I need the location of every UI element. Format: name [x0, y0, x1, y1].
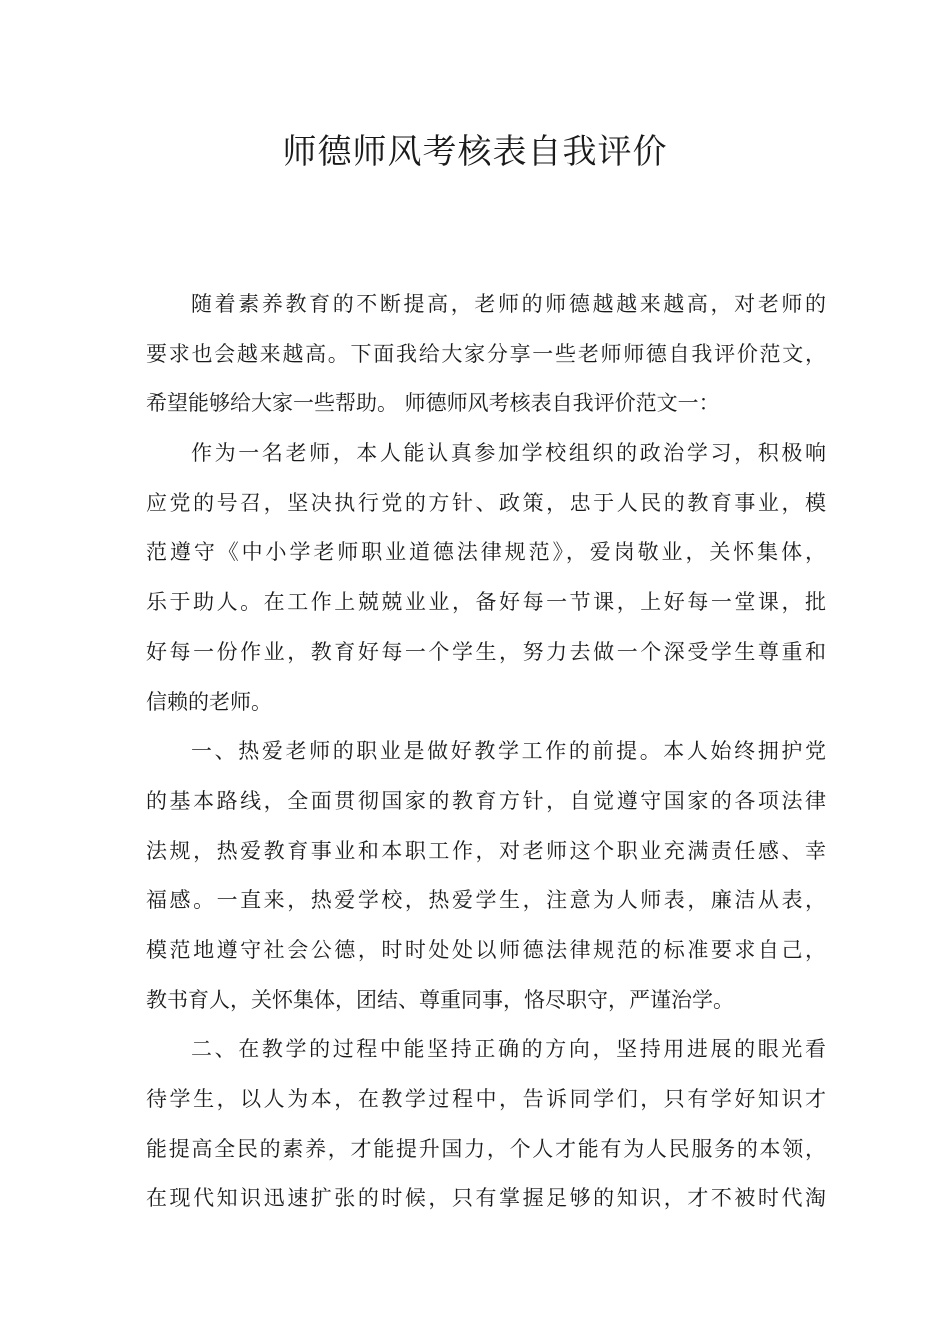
- paragraph-line: 应党的号召，坚决执行党的方针、政策，忠于人民的教育事业，模: [146, 490, 826, 515]
- paragraph-line: 要求也会越来越高。下面我给大家分享一些老师师德自我评价范文，: [146, 341, 826, 366]
- paragraph-line: 好每一份作业，教育好每一个学生，努力去做一个深受学生尊重和: [146, 639, 826, 664]
- paragraph-line: 信赖的老师。: [146, 689, 272, 714]
- paragraph-line: 在现代知识迅速扩张的时候，只有掌握足够的知识，才不被时代淘: [146, 1186, 826, 1211]
- paragraph-line: 一、热爱老师的职业是做好教学工作的前提。本人始终拥护党: [191, 739, 826, 764]
- paragraph-line: 随着素养教育的不断提高，老师的师德越越来越高，对老师的: [191, 292, 826, 316]
- paragraph-line: 法规，热爱教育事业和本职工作，对老师这个职业充满责任感、幸: [146, 838, 826, 863]
- paragraph-line: 能提高全民的素养，才能提升国力，个人才能有为人民服务的本领，: [146, 1136, 826, 1161]
- paragraph-line: 二、在教学的过程中能坚持正确的方向，坚持用进展的眼光看: [191, 1037, 826, 1062]
- paragraph-line: 希望能够给大家一些帮助。 师德师风考核表自我评价范文一：: [146, 391, 720, 416]
- paragraph-line: 模范地遵守社会公德，时时处处以师德法律规范的标准要求自己，: [146, 937, 826, 962]
- paragraph-line: 福感。一直来，热爱学校，热爱学生，注意为人师表，廉洁从表，: [146, 888, 826, 913]
- paragraph-line: 乐于助人。在工作上兢兢业业，备好每一节课，上好每一堂课，批: [146, 590, 826, 615]
- document-body: [146, 280, 826, 1224]
- paragraph-line: 教书育人，关怀集体，团结、尊重同事，恪尽职守，严谨治学。: [146, 987, 734, 1012]
- paragraph-line: 待学生，以人为本，在教学过程中，告诉同学们，只有学好知识才: [146, 1087, 826, 1111]
- paragraph-line: 的基本路线，全面贯彻国家的教育方针，自觉遵守国家的各项法律: [146, 788, 826, 813]
- document-title: 师德师风考核表自我评价: [282, 132, 668, 172]
- paragraph-line: 范遵守《中小学老师职业道德法律规范》，爱岗敬业，关怀集体，: [146, 540, 826, 565]
- paragraph-line: 作为一名老师，本人能认真参加学校组织的政治学习，积极响: [191, 441, 826, 466]
